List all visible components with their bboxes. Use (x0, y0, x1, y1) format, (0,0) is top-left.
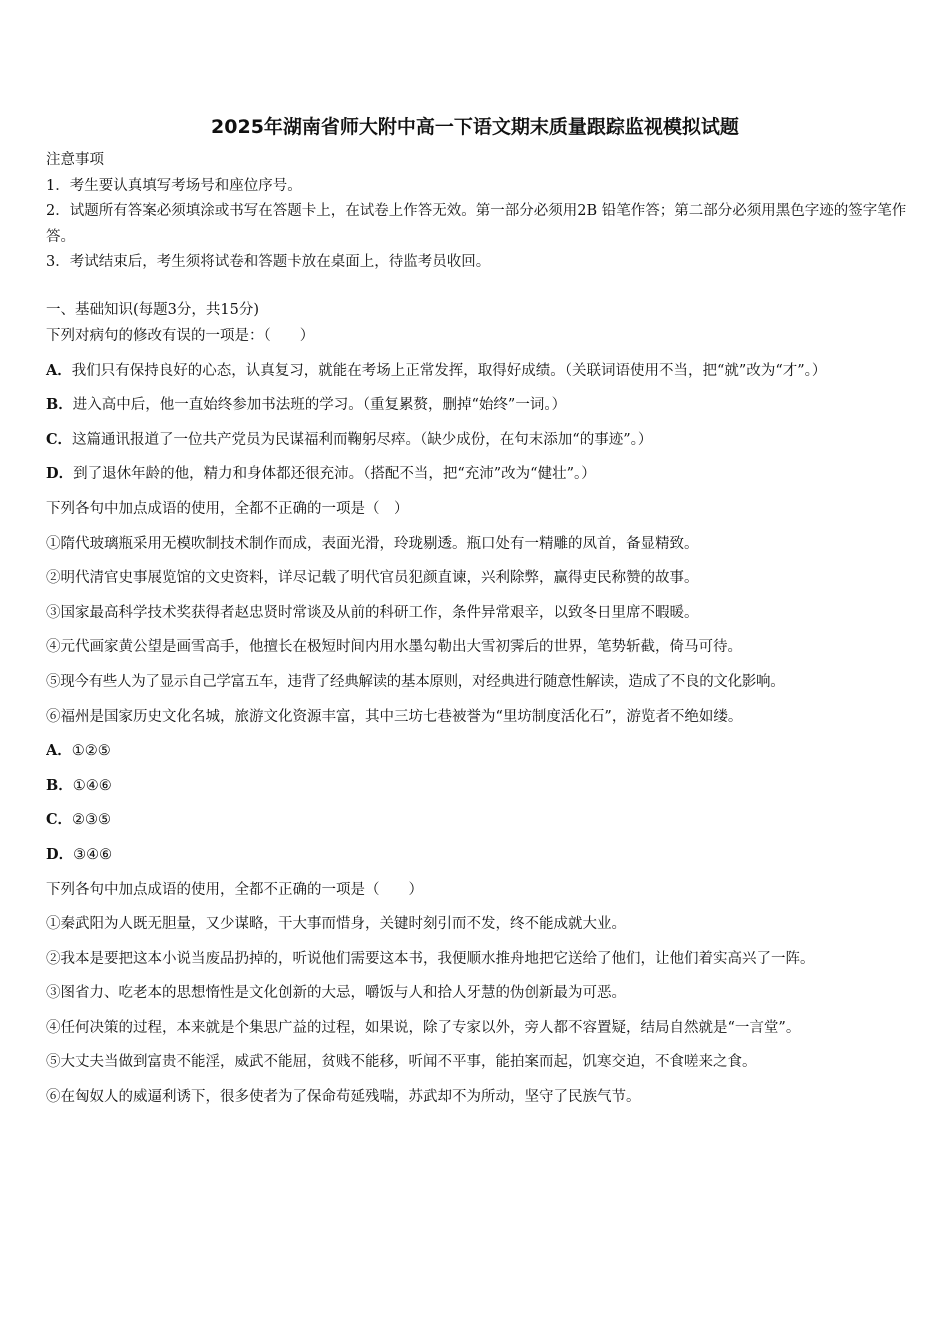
q1-option-c-text: 这篇通讯报道了一位共产党员为民谋福利而鞠躬尽瘁。（缺少成份，在句末添加“的事迹”。） (72, 431, 653, 448)
q2-option-a-text: ①②⑤ (71, 743, 111, 760)
q2-option-a-letter: A． (46, 742, 72, 760)
q3-sentence-5: ⑤大丈夫当做到富贵不能淫，威武不能屈，贫贱不能移，听闻不平事，能拍案而起，饥寒交迫，不食嗟来之食。 (46, 1054, 757, 1071)
q2-option-d-letter: D． (46, 845, 74, 863)
q3-sentence-6: ⑥在匈奴人的威逼利诱下，很多使者为了保命苟延残喘，苏武却不为所动，坚守了民族气节。 (46, 1089, 641, 1106)
q2-option-d-text: ③④⑥ (73, 846, 113, 863)
note-item-1: 1．考生要认真填写考场号和座位序号。 (46, 177, 302, 194)
q1-option-c (46, 423, 916, 458)
q2-option-a (46, 734, 916, 769)
q2-sentence-5: ⑤现今有些人为了显示自己学富五车，违背了经典解读的基本原则，对经典进行随意性解读，造成了不良的文化影响。 (46, 673, 785, 690)
page-title: 2025年湖南省师大附中高一下语文期末质量跟踪监视模拟试题 (211, 116, 739, 138)
q2-option-d (46, 838, 916, 873)
q2-option-c-letter: C． (46, 811, 73, 829)
q3-stem: 下列各句中加点成语的使用，全都不正确的一项是（ ） (46, 881, 423, 898)
q1-option-a-letter: A． (46, 361, 72, 379)
q2-sentence-6: ⑥福州是国家历史文化名城，旅游文化资源丰富，其中三坊七巷被誉为“里坊制度活化石”，游览者不绝如缕。 (46, 708, 743, 725)
q1-option-d-text: 到了退休年龄的他，精力和身体都还很充沛。（搭配不当，把“充沛”改为“健壮”。） (73, 466, 596, 483)
q1-option-d (46, 457, 916, 492)
q2-sentence-4: ④元代画家黄公望是画雪高手，他擅长在极短时间内用水墨勾勒出大雪初霁后的世界，笔势斩截，倚马可待。 (46, 639, 742, 656)
q2-sentence-3: ③国家最高科学技术奖获得者赵忠贤时常谈及从前的科研工作，条件异常艰辛，以致冬日里席不暇暖。 (46, 604, 699, 621)
q3-sentence-2: ②我本是要把这本小说当废品扔掉的，听说他们需要这本书，我便顺水推舟地把它送给了他们，让他们着实高兴了一阵。 (46, 950, 815, 967)
q2-sentence-2: ②明代清官史事展览馆的文史资料，详尽记载了明代官员犯颜直谏，兴利除弊，赢得吏民称赞的故事。 (46, 570, 699, 587)
note-item-2: 2．试题所有答案必须填涂或书写在答题卡上，在试卷上作答无效。第一部分必须用2B 铅笔作答；第二部分必须用黑色字迹的签字笔作答。 (46, 203, 907, 245)
q3-sentence-4: ④任何决策的过程，本来就是个集思广益的过程，如果说，除了专家以外，旁人都不容置疑，结局自然就是“一言堂”。 (46, 1019, 801, 1036)
q1-option-c-letter: C． (46, 430, 73, 448)
q3-sentence-3: ③图省力、吃老本的思想惰性是文化创新的大忌，嚼饭与人和拾人牙慧的伪创新最为可恶。 (46, 985, 626, 1002)
q2-option-b-text: ①④⑥ (72, 777, 112, 794)
q2-option-b-letter: B． (46, 776, 73, 794)
q2-sentence-1: ①隋代玻璃瓶采用无模吹制技术制作而成，表面光滑，玲珑剔透。瓶口处有一精雕的凤首，备显精致。 (46, 535, 699, 552)
q2-option-b (46, 769, 916, 804)
q1-option-a-text: 我们只有保持良好的心态，认真复习，就能在考场上正常发挥，取得好成绩。（关联词语使用不当，把“就”改为“才”。） (71, 362, 827, 379)
q3-sentence-1: ①秦武阳为人既无胆量，又少谋略，干大事而惜身，关键时刻引而不发，终不能成就大业。 (46, 916, 626, 933)
notes-heading: 注意事项 (46, 152, 104, 168)
q1-option-b (46, 388, 916, 423)
questions (46, 319, 916, 1115)
q1-option-b-letter: B． (46, 396, 73, 414)
section-heading: 一、基础知识(每题3分，共15分) (46, 302, 259, 318)
q1-option-b-text: 进入高中后，他一直始终参加书法班的学习。（重复累赘，删掉“始终”一词。） (72, 397, 567, 414)
notes-section (46, 148, 916, 276)
q1-option-a (46, 354, 916, 389)
q2-option-c (46, 803, 916, 838)
q1-stem: 下列对病句的修改有误的一项是：（ ） (46, 328, 315, 344)
note-item-3: 3．考试结束后，考生须将试卷和答题卡放在桌面上，待监考员收回。 (46, 254, 491, 270)
q1-option-d-letter: D． (46, 465, 74, 483)
q2-option-c-text: ②③⑤ (72, 812, 112, 829)
q2-stem: 下列各句中加点成语的使用，全都不正确的一项是（ ） (46, 500, 409, 517)
